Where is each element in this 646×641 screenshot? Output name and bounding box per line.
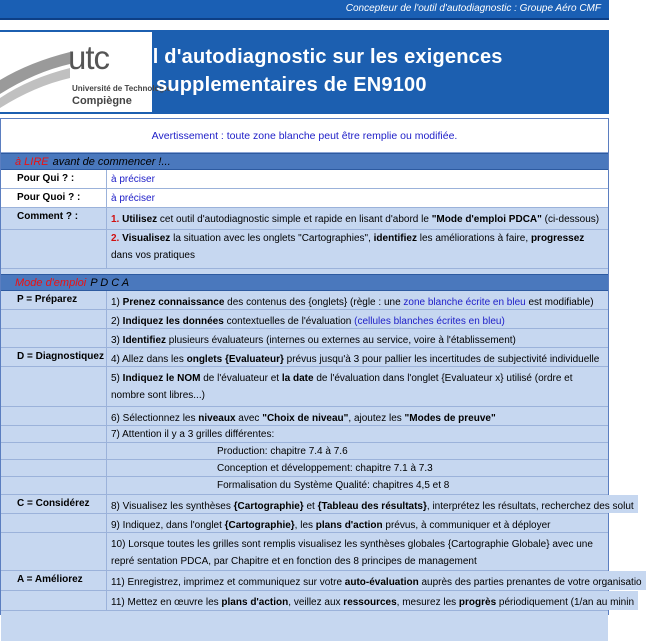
step-4-text: 4) Allez dans les onglets {Evaluateur} prévus jusqu'à 3 pour pallier les incertitudes de subjectivité individuelle — [107, 348, 608, 366]
pour-quoi-label: Pour Quoi ? : — [1, 189, 107, 207]
row-step-7b — [1, 460, 608, 477]
pour-qui-input[interactable]: à préciser — [107, 170, 608, 188]
step-7-text: 7) Attention il y a 3 grilles différentes: — [107, 426, 608, 442]
banner-title-line1: Outil d'autodiagnostic sur les exigences — [112, 46, 503, 68]
row-step-7 — [1, 426, 608, 443]
mode-title-red: Mode d'emploi — [15, 276, 87, 289]
row-step-3 — [1, 329, 608, 348]
step-12-text: 11) Mettez en œuvre les plans d'action, veillez aux ressources, mesurez les progrès périodiquement (1/an au minin — [107, 591, 638, 610]
step-11-text: 11) Enregistrez, imprimez et communiquez sur votre auto-évaluation auprès des parties prenantes de votre organisatio — [107, 571, 646, 590]
phase-d-label: D = Diagnostiquez — [1, 348, 107, 366]
section-header-mode — [1, 274, 608, 291]
lire-title-red: à LIRE — [15, 155, 49, 168]
comment-label-blank — [1, 230, 107, 268]
designer-credit: Concepteur de l'outil d'autodiagnostic : Groupe Aéro CMF — [345, 3, 601, 14]
top-bar — [0, 0, 609, 20]
row-step-5 — [1, 367, 608, 407]
step-8-text: 8) Visualisez les synthèses {Cartographie} et {Tableau des résultats}, interprétez les résultats, recherchez des solut — [107, 495, 638, 513]
step-5-text: 5) Indiquez le NOM de l'évaluateur et la date de l'évaluation dans l'onglet {Evaluateur x} utilisé (ordre et nombre sont libres...) — [107, 367, 608, 406]
row-step-7c — [1, 477, 608, 495]
phase-c-label: C = Considérez — [1, 495, 107, 513]
row-step-11 — [1, 571, 642, 591]
row-step-4 — [1, 348, 608, 367]
mode-title-black: P D C A — [90, 276, 130, 289]
logo-wordmark: utc — [68, 39, 110, 76]
row-pour-qui — [1, 170, 608, 189]
row-comment-2 — [1, 230, 608, 269]
step-6-text: 6) Sélectionnez les niveaux avec "Choix de niveau", ajoutez les "Modes de preuve" — [107, 407, 608, 425]
phase-p-label: P = Préparez — [1, 291, 107, 309]
comment-step-1: 1. Utilisez cet outil d'autodiagnostic simple et rapide en lisant d'abord le "Mode d'emploi PDCA" (ci-dessous) — [107, 208, 608, 229]
pour-quoi-input[interactable]: à préciser — [107, 189, 608, 207]
row-step-8 — [1, 495, 634, 514]
comment-step-2: 2. Visualisez la situation avec les onglets "Cartographies", identifiez les améliorations à faire, progressez dans vos pratiques — [107, 230, 608, 268]
row-step-6 — [1, 407, 608, 426]
sheet-content — [0, 118, 642, 615]
step-3-text: 3) Identifiez plusieurs évaluateurs (internes ou externes au service, voire à l'établissement) — [107, 329, 608, 347]
grid-formalisation: Formalisation du Système Qualité: chapitres 4,5 et 8 — [107, 477, 608, 494]
section-header-lire — [1, 153, 608, 170]
utc-logo — [0, 32, 171, 112]
row-step-2 — [1, 310, 608, 329]
grid-production: Production: chapitre 7.4 à 7.6 — [107, 443, 608, 459]
comment-label: Comment ? : — [1, 208, 107, 229]
row-step-12 — [1, 591, 635, 611]
row-step-10 — [1, 533, 608, 571]
logo-city: Compiègne — [72, 95, 132, 107]
step-1-text: 1) Prenez connaissance des contenus des {onglets} (règle : une zone blanche écrite en bleu est modifiable) — [107, 291, 608, 309]
row-step-7a — [1, 443, 608, 460]
warning-notice: Avertissement : toute zone blanche peut être remplie ou modifiée. — [1, 119, 608, 153]
step-2-text: 2) Indiquez les données contextuelles de l'évaluation (cellules blanches écrites en bleu) — [107, 310, 608, 328]
step-9-text: 9) Indiquez, dans l'onglet {Cartographie}, les plans d'action prévus, à communiquer et à déployer — [107, 514, 608, 532]
phase-a-label: A = Améliorez — [1, 571, 107, 590]
lire-title-black: avant de commencer !... — [52, 155, 171, 168]
logo-university: Université de Technologie — [72, 84, 171, 93]
pour-qui-label: Pour Qui ? : — [1, 170, 107, 188]
row-step-1 — [1, 291, 608, 310]
banner-title-line2: supplementaires de EN9100 — [156, 74, 427, 96]
row-comment-1 — [1, 208, 608, 230]
title-banner — [0, 30, 609, 114]
bottom-filler — [1, 611, 608, 641]
row-step-9 — [1, 514, 608, 533]
step-10-text: 10) Lorsque toutes les grilles sont remplis visualisez les synthèses globales {Cartographie Globale} avec une repré sentation PDCA, par Chapitre et en fonction des 8 principes de management — [107, 533, 608, 570]
row-pour-quoi — [1, 189, 608, 208]
grid-conception: Conception et développement: chapitre 7.1 à 7.3 — [107, 460, 608, 476]
